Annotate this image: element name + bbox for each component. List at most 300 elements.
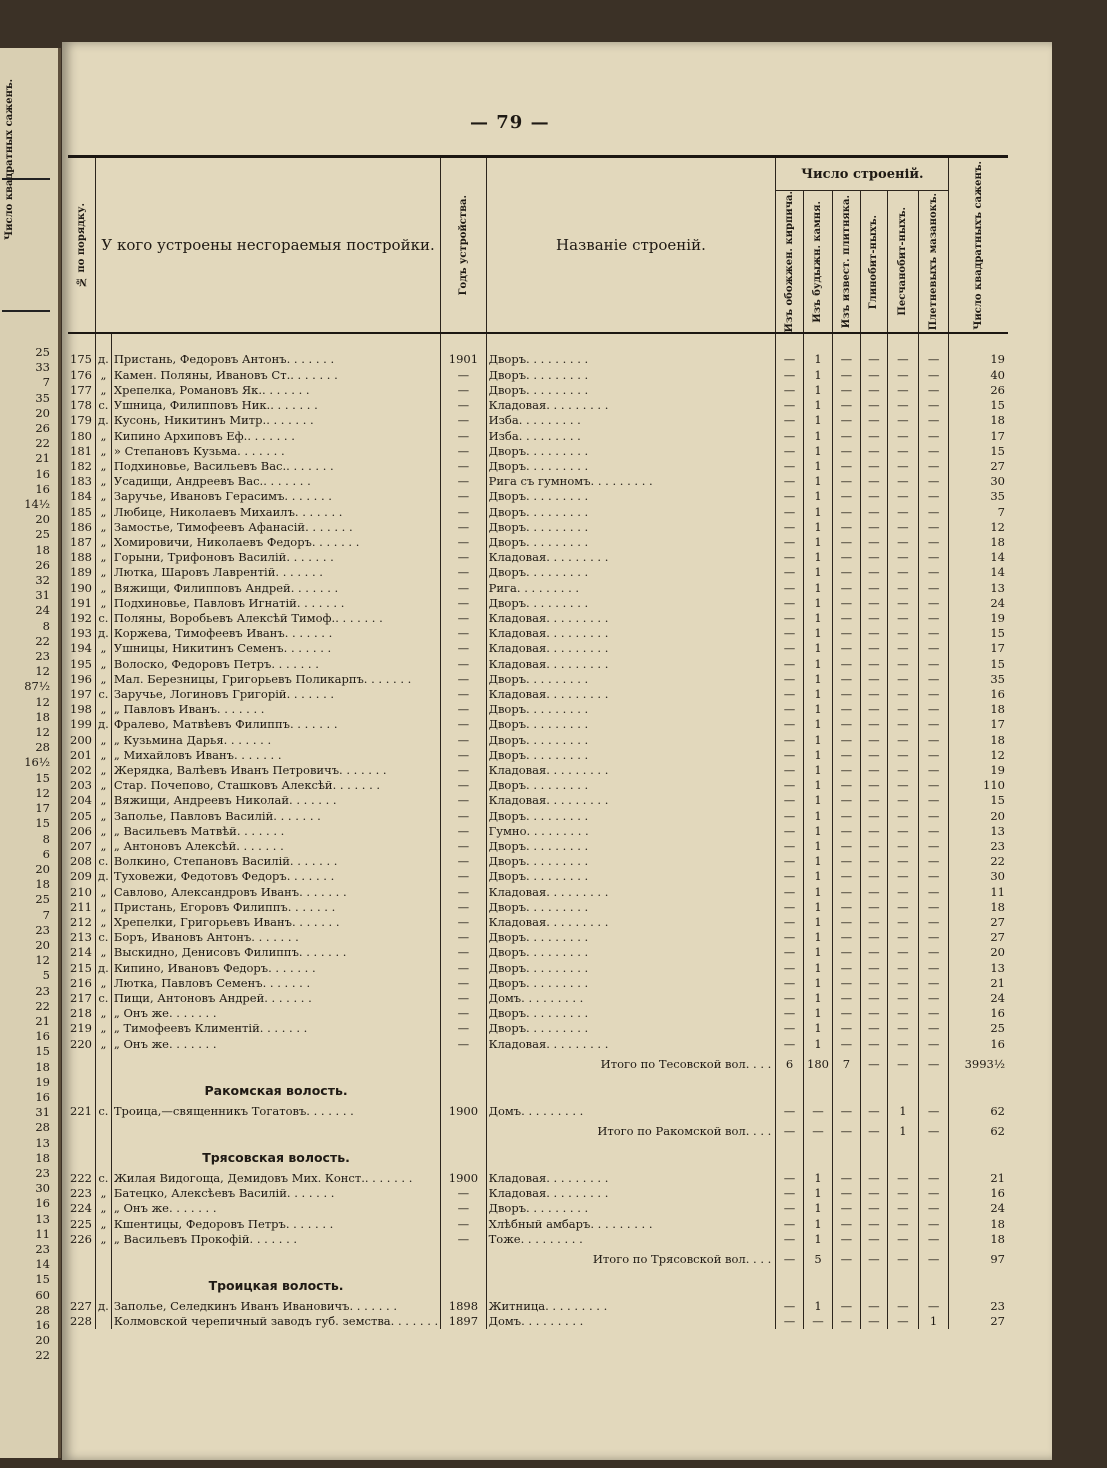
table-row: [68, 489, 1008, 504]
left-page-number: 24: [35, 603, 50, 618]
year-built: —: [441, 885, 486, 900]
count-cell: —: [918, 672, 949, 687]
building-name-text: Кладовая: [488, 550, 547, 565]
owner-name: [111, 900, 440, 915]
count-cell: —: [776, 900, 803, 915]
count-cell: —: [776, 581, 803, 596]
count-cell: 1: [918, 1314, 949, 1329]
building-name-text: Дворъ: [488, 899, 527, 914]
leader-dots: . . . . . . . . .: [546, 398, 609, 413]
building-name: [486, 733, 776, 748]
building-name-text: Дворъ: [488, 975, 527, 990]
year-built: —: [441, 778, 486, 793]
building-name-text: Дворъ: [488, 1201, 527, 1216]
leader-dots: . . . . . . . . .: [546, 550, 609, 565]
building-name: [486, 565, 776, 580]
owner-name: [111, 444, 440, 459]
count-cell: 1: [803, 717, 832, 732]
owner-name-text: Ушница, Филипповъ Ник.: [113, 398, 271, 413]
building-name-text: Дворъ: [488, 595, 527, 610]
left-page-number: 16: [35, 1029, 50, 1044]
section-empty: [95, 1078, 111, 1104]
leader-dots: . . . . . . . . .: [526, 869, 589, 884]
place-type: „: [95, 915, 111, 930]
square-sazhen: 20: [949, 809, 1008, 824]
leader-dots: . . . . . . .: [262, 382, 310, 397]
count-cell: —: [776, 809, 803, 824]
building-name: [486, 1299, 776, 1314]
owner-name: [111, 1201, 440, 1216]
count-cell: 1: [803, 869, 832, 884]
building-name: [486, 550, 776, 565]
count-cell: —: [803, 1104, 832, 1119]
building-name: [486, 611, 776, 626]
building-name: [486, 672, 776, 687]
place-type: с.: [95, 991, 111, 1006]
owner-name: [111, 1104, 440, 1119]
place-type: „: [95, 1037, 111, 1052]
owner-name: [111, 793, 440, 808]
count-cell: —: [833, 550, 860, 565]
building-name-text: Домъ: [488, 1103, 522, 1118]
count-cell: —: [860, 444, 887, 459]
building-name-text: Дворъ: [488, 732, 527, 747]
owner-name-text: „ Кузьмина Дарья: [113, 732, 224, 747]
count-cell: —: [860, 1299, 887, 1314]
owner-name-text: Вяжищи, Филипповъ Андрей: [113, 580, 291, 595]
count-cell: —: [833, 702, 860, 717]
count-cell: —: [918, 459, 949, 474]
count-cell: —: [833, 687, 860, 702]
left-page-number: 12: [35, 694, 50, 709]
row-number: 219: [70, 1021, 92, 1036]
row-number: 188: [70, 550, 92, 565]
count-cell: —: [918, 535, 949, 550]
owner-name: [111, 1217, 440, 1232]
count-cell: —: [833, 368, 860, 383]
total-count: —: [888, 1247, 919, 1273]
count-cell: —: [918, 991, 949, 1006]
count-cell: —: [918, 611, 949, 626]
count-cell: —: [776, 1186, 803, 1201]
leader-dots: . . . . . . . . .: [546, 1171, 609, 1186]
spacer-cell: [441, 333, 486, 352]
building-name-text: Дворъ: [488, 504, 527, 519]
year-built: —: [441, 945, 486, 960]
page-number: — 79 —: [470, 112, 550, 133]
leader-dots: . . . . . . .: [284, 626, 333, 641]
year-built: —: [441, 869, 486, 884]
row-number: 203: [70, 778, 92, 793]
total-count: 6: [776, 1052, 803, 1078]
section-empty: [918, 1145, 949, 1171]
count-cell: —: [918, 1232, 949, 1247]
leader-dots: . . . . . . . . .: [546, 610, 609, 625]
count-cell: —: [860, 596, 887, 611]
building-name-text: Дворъ: [488, 869, 527, 884]
leader-dots: . . . . . . . . .: [526, 945, 589, 960]
left-page-number: 87½: [24, 679, 50, 694]
count-cell: —: [776, 489, 803, 504]
count-cell: 1: [803, 657, 832, 672]
count-cell: —: [833, 398, 860, 413]
leader-dots: . . . . . . . . .: [526, 443, 589, 458]
place-type: д.: [95, 961, 111, 976]
count-cell: —: [833, 1037, 860, 1052]
row-number: 222: [70, 1171, 92, 1186]
row-number: 183: [70, 474, 92, 489]
place-type: с.: [95, 687, 111, 702]
count-cell: 1: [803, 596, 832, 611]
place-type: „: [95, 383, 111, 398]
count-cell: —: [918, 915, 949, 930]
spacer-cell: [95, 333, 111, 352]
building-name: [486, 626, 776, 641]
building-name: [486, 702, 776, 717]
table-row: [68, 839, 1008, 854]
left-page-number: 28: [35, 740, 50, 755]
left-page-number: 60: [35, 1287, 50, 1302]
year-built: —: [441, 702, 486, 717]
year-built: —: [441, 657, 486, 672]
count-cell: —: [888, 520, 919, 535]
count-cell: —: [888, 581, 919, 596]
count-cell: —: [860, 930, 887, 945]
table-row: [68, 885, 1008, 900]
owner-name-text: Лютка, Шаровъ Лаврентій: [113, 565, 276, 580]
count-cell: —: [776, 352, 803, 367]
leader-dots: . . . . . . .: [305, 519, 353, 534]
section-empty: [918, 1078, 949, 1104]
left-page-number: 32: [35, 573, 50, 588]
section-empty: [441, 1273, 486, 1299]
owner-name: [111, 1314, 440, 1329]
left-page-number: 18: [35, 1059, 50, 1074]
total-count: —: [803, 1119, 832, 1145]
table-row: [68, 854, 1008, 869]
row-number: 225: [70, 1216, 92, 1231]
leader-dots: . . . . . . .: [233, 747, 282, 762]
count-cell: —: [833, 809, 860, 824]
leader-dots: . . . . . . . . .: [526, 808, 589, 823]
count-cell: —: [776, 672, 803, 687]
leader-dots: . . . . . . .: [335, 610, 383, 625]
total-count: —: [918, 1119, 949, 1145]
count-cell: —: [888, 930, 919, 945]
count-cell: —: [776, 961, 803, 976]
place-type: „: [95, 489, 111, 504]
year-built: —: [441, 505, 486, 520]
leader-dots: . . . . . . . . .: [546, 641, 609, 656]
owner-name: [111, 611, 440, 626]
count-cell: —: [860, 809, 887, 824]
leader-dots: . . . . . . .: [289, 717, 338, 732]
count-cell: 1: [803, 398, 832, 413]
count-cell: —: [860, 733, 887, 748]
count-cell: —: [860, 854, 887, 869]
year-built: —: [441, 489, 486, 504]
count-cell: —: [776, 869, 803, 884]
row-number: 193: [70, 626, 92, 641]
count-cell: —: [860, 641, 887, 656]
row-number: 180: [70, 428, 92, 443]
count-cell: —: [860, 398, 887, 413]
count-cell: 1: [803, 991, 832, 1006]
building-name-text: Кладовая: [488, 915, 547, 929]
owner-name-text: Заполье, Селедкинъ Иванъ Ивановичъ: [113, 1299, 350, 1314]
owner-name-text: Волкино, Степановъ Василій: [113, 854, 290, 869]
count-cell: 1: [803, 1299, 832, 1314]
building-name: [486, 489, 776, 504]
row-number: 178: [70, 398, 92, 413]
section-empty: [776, 1145, 803, 1171]
square-sazhen: 16: [949, 1037, 1008, 1052]
left-page-number: 23: [35, 1165, 50, 1180]
building-name: [486, 535, 776, 550]
leader-dots: . . . . . . . . .: [546, 915, 609, 929]
building-name: [486, 991, 776, 1006]
count-cell: —: [888, 1232, 919, 1247]
row-number: 177: [70, 382, 92, 397]
building-name-text: Дворъ: [488, 671, 527, 686]
owner-name-text: Жерядка, Валѣевъ Иванъ Петровичъ: [113, 762, 340, 777]
count-cell: —: [888, 398, 919, 413]
table-row: [68, 869, 1008, 884]
year-built: —: [441, 687, 486, 702]
left-page-number: 25: [35, 892, 50, 907]
place-type: д.: [95, 869, 111, 884]
total-count: —: [918, 1052, 949, 1078]
leader-dots: . . . . . . . . .: [526, 367, 589, 382]
count-cell: —: [833, 413, 860, 428]
count-cell: 1: [803, 672, 832, 687]
section-row: [68, 1145, 1008, 1171]
count-cell: 1: [803, 1232, 832, 1247]
count-cell: —: [918, 748, 949, 763]
owner-name: [111, 489, 440, 504]
owner-name: [111, 657, 440, 672]
total-empty: [95, 1247, 111, 1273]
count-cell: 1: [803, 641, 832, 656]
leader-dots: . . . . . . . . .: [526, 838, 589, 853]
count-cell: —: [918, 1171, 949, 1186]
building-name-text: Дворъ: [488, 702, 527, 717]
year-built: 1901: [441, 352, 486, 367]
left-page-number: 5: [42, 968, 50, 983]
left-page-number: 6: [42, 846, 50, 861]
year-built: —: [441, 1021, 486, 1036]
header-clay: Глинобит-ныхъ.: [860, 191, 887, 334]
building-name-text: Дворъ: [488, 489, 527, 504]
building-name-text: Кладовая: [488, 626, 547, 641]
count-cell: —: [860, 702, 887, 717]
count-cell: —: [860, 1021, 887, 1036]
count-cell: —: [833, 657, 860, 672]
square-sazhen: 24: [949, 596, 1008, 611]
header-stone: Изъ будыжн. камня.: [803, 191, 832, 334]
owner-name-text: Камен. Поляны, Ивановъ Ст.: [113, 367, 291, 382]
row-number: 194: [70, 641, 92, 656]
table-row: [68, 900, 1008, 915]
count-cell: —: [918, 1006, 949, 1021]
year-built: —: [441, 474, 486, 489]
count-cell: —: [833, 429, 860, 444]
building-name: [486, 1021, 776, 1036]
place-type: „: [95, 702, 111, 717]
leader-dots: . . . . . . . . .: [590, 474, 653, 489]
count-cell: —: [776, 1021, 803, 1036]
owner-name: [111, 1021, 440, 1036]
owner-name: [111, 976, 440, 991]
left-page-number: 12: [35, 725, 50, 740]
count-cell: —: [918, 961, 949, 976]
row-number: 201: [70, 747, 92, 762]
owner-name-text: „ Онъ же: [113, 1006, 169, 1021]
table-row: [68, 383, 1008, 398]
table-row: [68, 717, 1008, 732]
square-sazhen: 26: [949, 383, 1008, 398]
building-name-text: Дворъ: [488, 1021, 527, 1036]
building-name: [486, 596, 776, 611]
year-built: —: [441, 976, 486, 991]
owner-name: [111, 550, 440, 565]
count-cell: —: [860, 748, 887, 763]
place-type: „: [95, 1201, 111, 1216]
owner-name-text: Заручье, Ивановъ Герасимъ: [113, 489, 285, 504]
leader-dots: . . . . . . .: [339, 762, 387, 777]
count-cell: —: [888, 900, 919, 915]
count-cell: —: [888, 429, 919, 444]
count-cell: 1: [803, 824, 832, 839]
total-count: —: [776, 1247, 803, 1273]
building-name: [486, 900, 776, 915]
spacer-cell: [111, 333, 440, 352]
owner-name: [111, 520, 440, 535]
count-cell: —: [776, 383, 803, 398]
year-built: —: [441, 733, 486, 748]
count-cell: —: [833, 1232, 860, 1247]
building-name-text: Житница: [488, 1299, 546, 1314]
owner-name-text: Кшентицы, Федоровъ Петръ: [113, 1216, 286, 1231]
place-type: „: [95, 748, 111, 763]
building-name: [486, 961, 776, 976]
leader-dots: . . . . . . . . .: [545, 1299, 608, 1314]
count-cell: —: [888, 535, 919, 550]
square-sazhen: 19: [949, 352, 1008, 367]
spacer-cell: [68, 333, 95, 352]
left-page-number: 25: [35, 345, 50, 359]
building-name-text: Кладовая: [488, 762, 547, 777]
row-number: 206: [70, 823, 92, 838]
owner-name-text: Подхиновье, Васильевъ Вас.: [113, 458, 287, 473]
owner-name: [111, 991, 440, 1006]
leader-dots: . . . . . . .: [168, 1036, 217, 1051]
building-name: [486, 930, 776, 945]
year-built: —: [441, 596, 486, 611]
owner-name-text: „ Онъ же: [113, 1036, 169, 1051]
place-type: „: [95, 839, 111, 854]
year-built: —: [441, 930, 486, 945]
count-cell: —: [888, 489, 919, 504]
count-cell: —: [776, 459, 803, 474]
leader-dots: . . . . . . . . .: [526, 975, 589, 990]
place-type: „: [95, 1006, 111, 1021]
owner-name-text: „ Тимофеевъ Климентій: [113, 1021, 260, 1036]
owner-name-text: Усадищи, Андреевъ Вас.: [113, 474, 264, 489]
year-built: —: [441, 1186, 486, 1201]
count-cell: 1: [803, 368, 832, 383]
total-empty: [441, 1119, 486, 1145]
building-name-text: Дворъ: [488, 352, 527, 367]
count-cell: —: [776, 505, 803, 520]
left-page-number: 16: [35, 1089, 50, 1104]
owner-name-text: Ушницы, Никитинъ Семенъ: [113, 641, 284, 656]
place-type: „: [95, 824, 111, 839]
row-number: 189: [70, 565, 92, 580]
row-number: 209: [70, 869, 92, 884]
leader-dots: . . . . . . . . .: [526, 732, 589, 747]
leader-dots: . . . . . . .: [284, 489, 332, 504]
total-row: [68, 1052, 1008, 1078]
count-cell: —: [833, 383, 860, 398]
square-sazhen: 22: [949, 854, 1008, 869]
year-built: —: [441, 641, 486, 656]
row-number: 184: [70, 489, 92, 504]
count-cell: —: [918, 581, 949, 596]
square-sazhen: 27: [949, 915, 1008, 930]
count-cell: —: [860, 581, 887, 596]
count-cell: —: [833, 641, 860, 656]
count-cell: —: [888, 809, 919, 824]
owner-name: [111, 641, 440, 656]
table-row: [68, 413, 1008, 428]
count-cell: —: [776, 824, 803, 839]
count-cell: —: [918, 824, 949, 839]
count-cell: —: [776, 1171, 803, 1186]
count-cell: —: [860, 793, 887, 808]
header-year: Годъ устройства.: [441, 157, 486, 334]
square-sazhen: 14: [949, 550, 1008, 565]
building-name: [486, 444, 776, 459]
building-name-text: Дворъ: [488, 945, 527, 960]
count-cell: —: [888, 672, 919, 687]
place-type: д.: [95, 413, 111, 428]
count-cell: —: [776, 657, 803, 672]
count-cell: —: [918, 550, 949, 565]
total-count: —: [860, 1247, 887, 1273]
building-name-text: Кладовая: [488, 656, 547, 671]
count-cell: 1: [803, 1006, 832, 1021]
row-number: 212: [70, 915, 92, 929]
leader-dots: . . . . . . .: [168, 1006, 217, 1021]
count-cell: —: [888, 368, 919, 383]
leader-dots: . . . . . . .: [249, 1231, 298, 1246]
building-name: [486, 1232, 776, 1247]
count-cell: —: [833, 1171, 860, 1186]
owner-name-text: „ Онъ же: [113, 1201, 169, 1216]
section-title: Ракомская волость.: [111, 1078, 440, 1104]
total-empty: [441, 1052, 486, 1078]
year-built: —: [441, 1232, 486, 1247]
place-type: „: [95, 641, 111, 656]
count-cell: —: [833, 474, 860, 489]
table-row: [68, 961, 1008, 976]
count-cell: —: [918, 1186, 949, 1201]
owner-name-text: „ Васильевъ Прокофій: [113, 1231, 250, 1246]
table-row: [68, 611, 1008, 626]
owner-name-text: Хрепелка, Романовъ Як.: [113, 382, 263, 397]
count-cell: —: [776, 1299, 803, 1314]
